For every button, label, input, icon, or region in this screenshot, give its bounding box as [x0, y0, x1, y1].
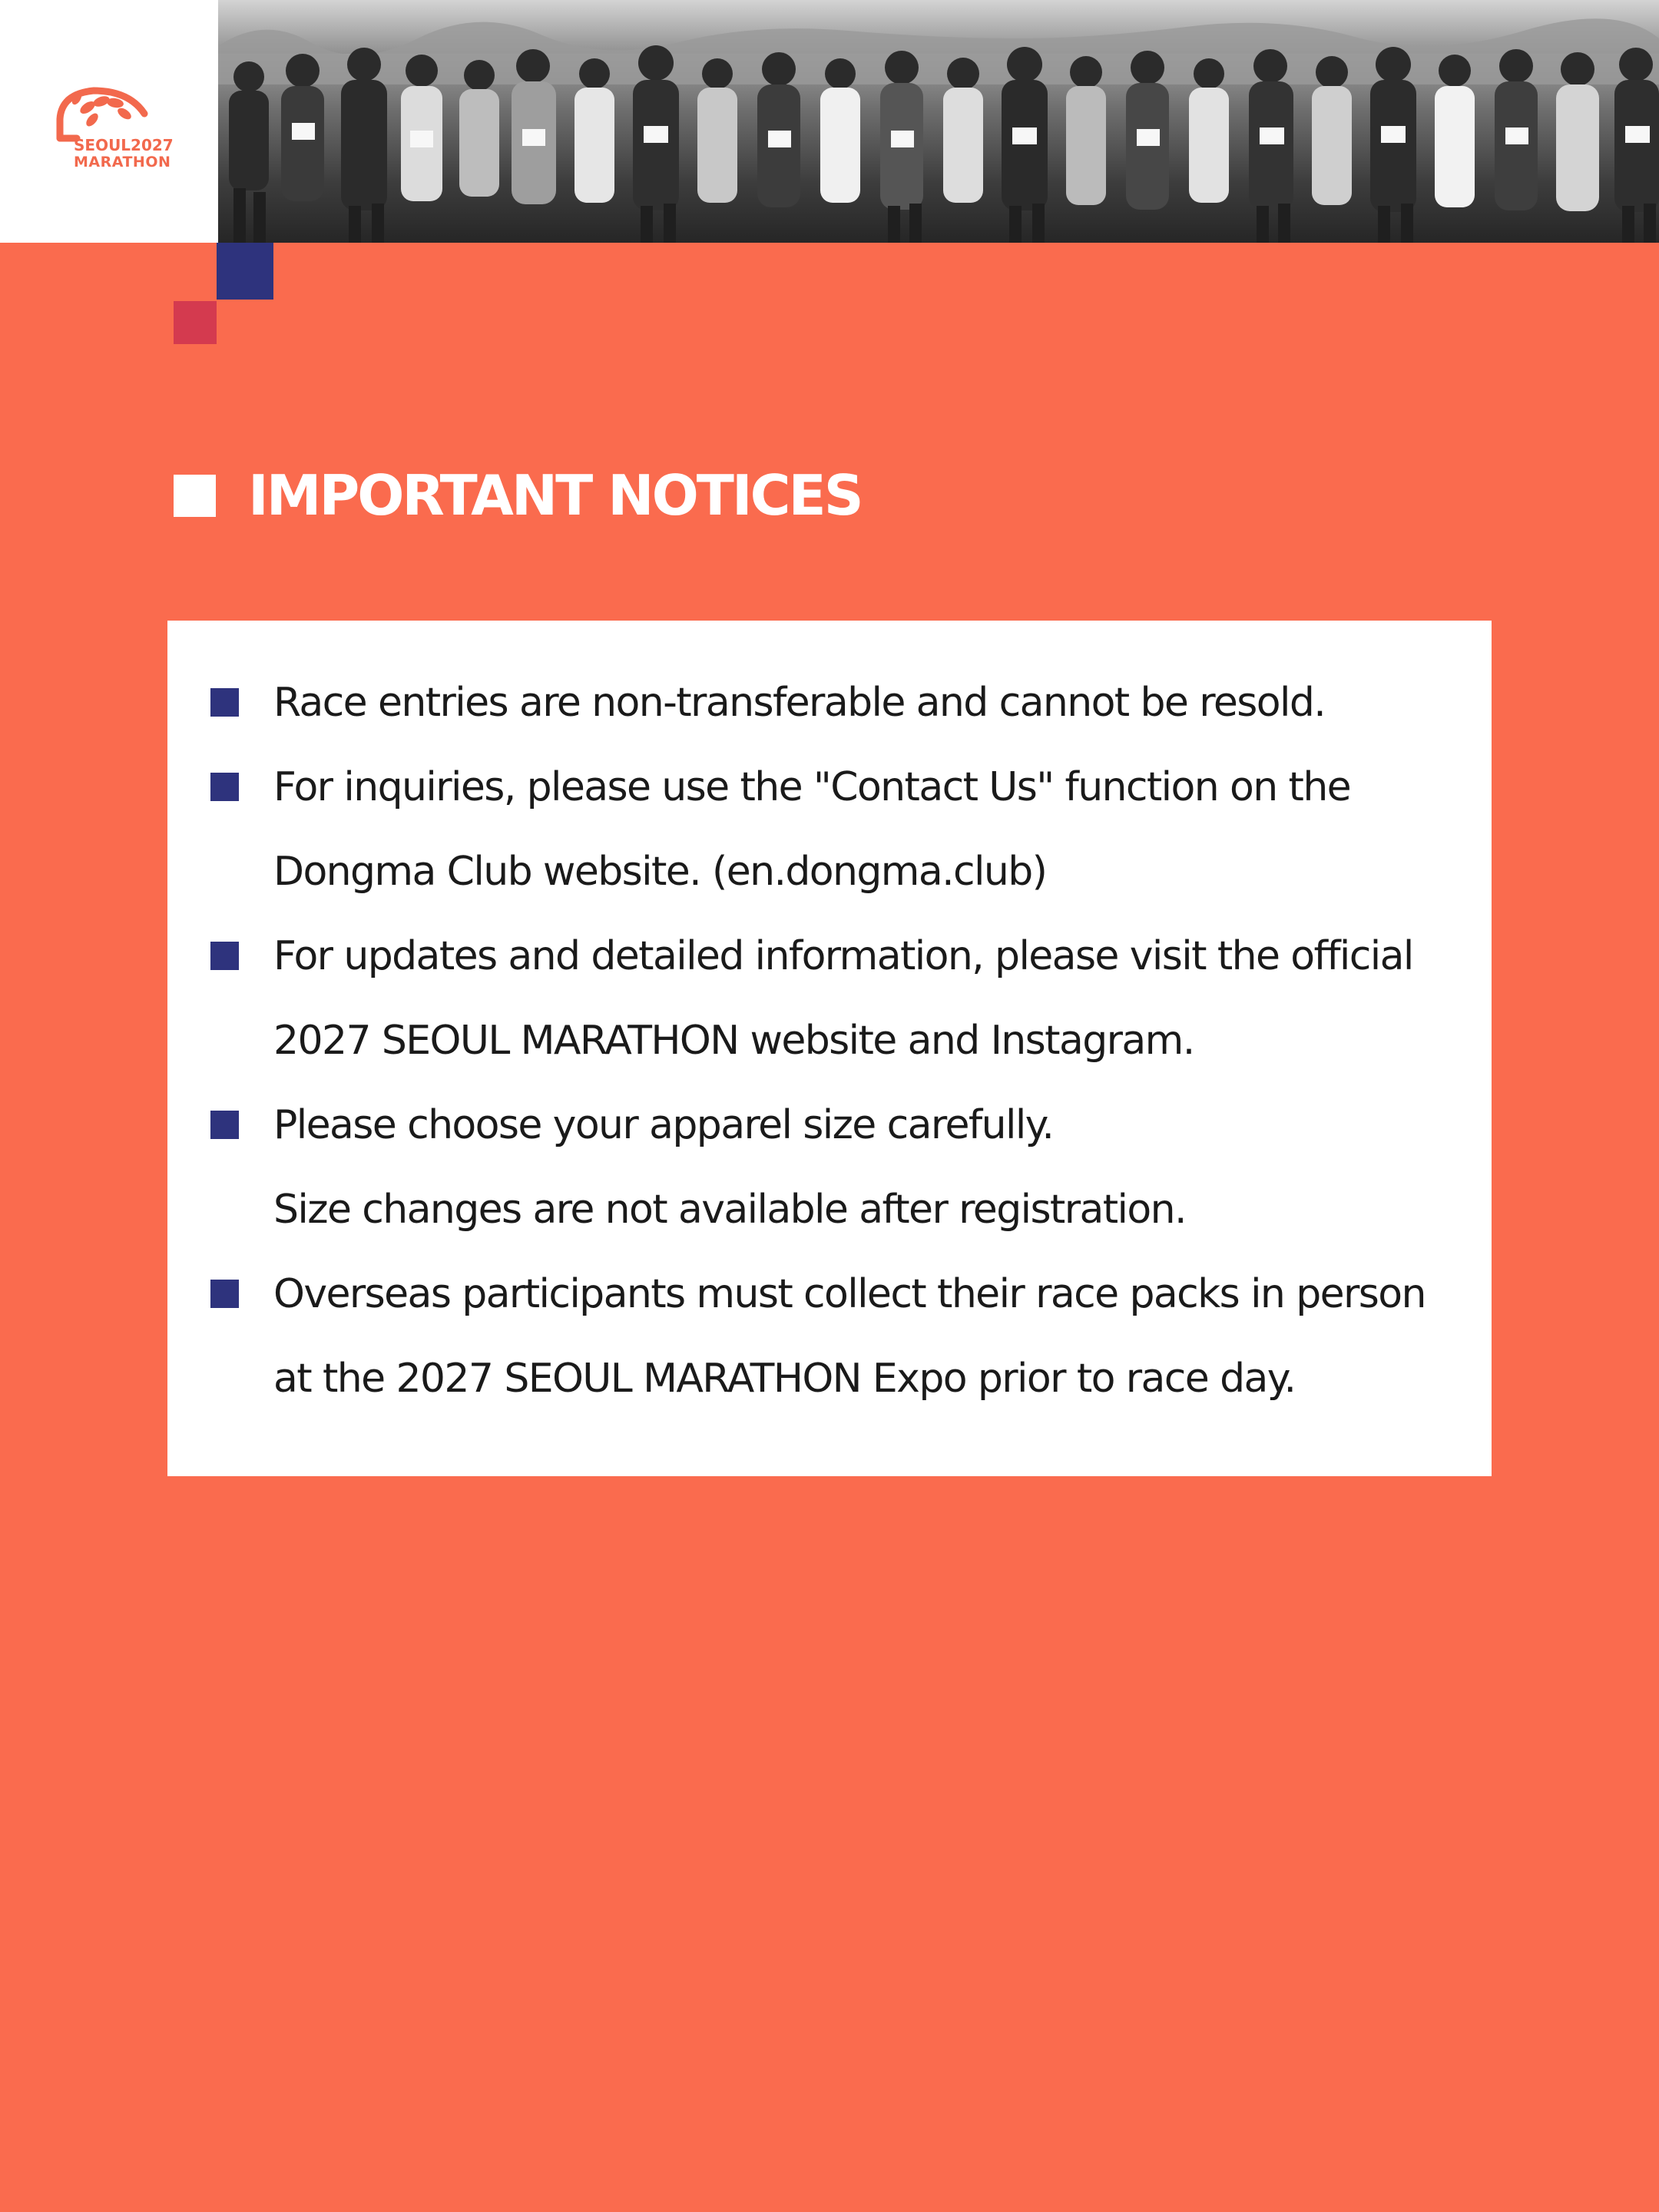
notice-item	[203, 661, 1478, 745]
square-bullet-icon	[210, 942, 239, 970]
section-heading	[174, 461, 862, 530]
logo-line-2: MARATHON	[74, 154, 171, 171]
notice-item	[203, 745, 1478, 914]
runners-silhouette-icon	[218, 0, 1659, 243]
page-title: IMPORTANT NOTICES	[248, 463, 862, 528]
notice-text: Race entries are non-transferable and cannot be resold.	[273, 680, 1326, 726]
notice-text: For inquiries, please use the "Contact Us" function on the	[273, 764, 1351, 810]
notice-text: Overseas participants must collect their race packs in person	[273, 1271, 1426, 1317]
notice-item	[203, 1252, 1478, 1421]
notice-item	[203, 1083, 1478, 1252]
notice-text: For updates and detailed information, please visit the official	[273, 933, 1413, 979]
decorative-navy-square	[217, 243, 273, 300]
decorative-red-square	[174, 301, 217, 344]
runners-photo	[218, 0, 1659, 243]
logo-line-1: SEOUL2027	[74, 136, 174, 154]
square-bullet-icon	[210, 1280, 239, 1308]
heading-square-icon	[174, 475, 216, 517]
notice-text: Dongma Club website. (en.dongma.club)	[273, 849, 1047, 895]
notice-text: Please choose your apparel size carefully.	[273, 1102, 1054, 1148]
notice-item	[203, 914, 1478, 1083]
notice-text: 2027 SEOUL MARATHON website and Instagram.	[273, 1018, 1194, 1064]
notice-text: at the 2027 SEOUL MARATHON Expo prior to race day.	[273, 1356, 1296, 1402]
logo	[0, 0, 218, 243]
notices-card	[167, 621, 1492, 1476]
square-bullet-icon	[210, 688, 239, 717]
logo-text	[74, 137, 189, 171]
square-bullet-icon	[210, 773, 239, 801]
notice-text: Size changes are not available after registration.	[273, 1187, 1186, 1233]
square-bullet-icon	[210, 1111, 239, 1139]
header	[0, 0, 1659, 243]
notice-list	[203, 661, 1478, 1421]
